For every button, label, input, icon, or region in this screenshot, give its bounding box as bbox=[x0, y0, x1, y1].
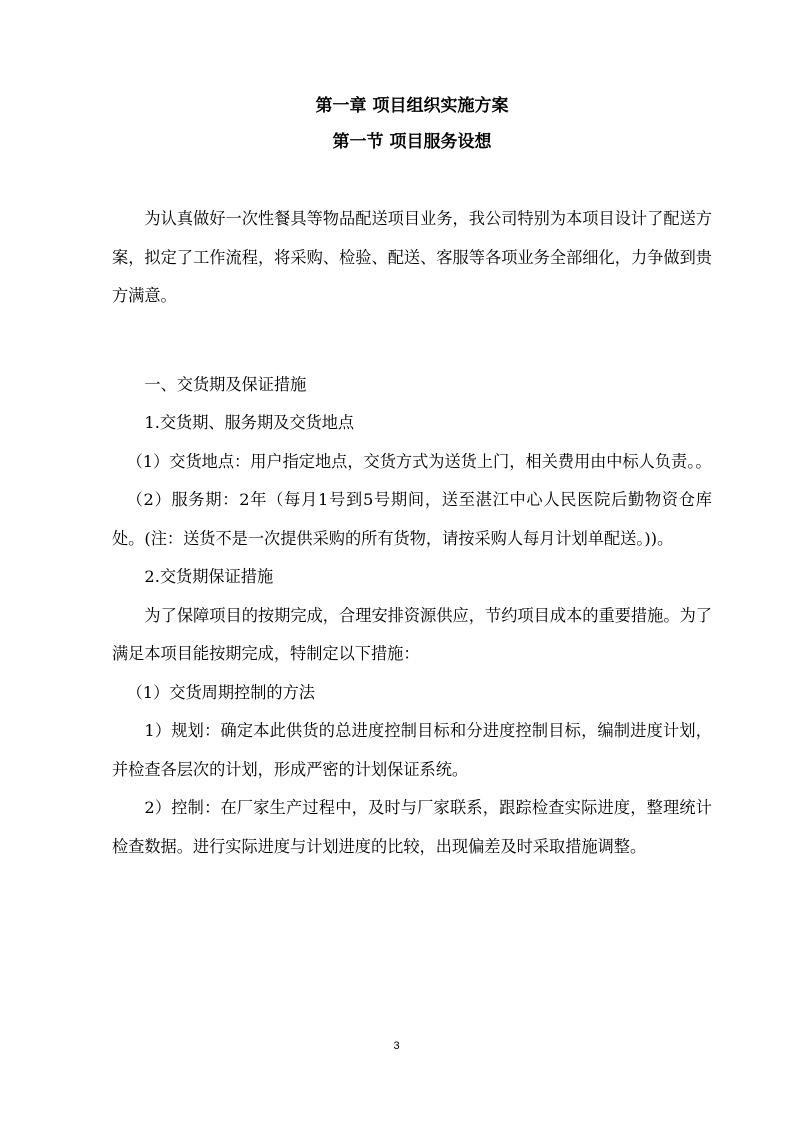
heading-delivery-measures: 一、交货期及保证措施 bbox=[144, 374, 307, 394]
page-content bbox=[112, 88, 712, 866]
intro-paragraph: 为认真做好一次性餐具等物品配送项目业务，我公司特别为本项目设计了配送方案，拟定了工作流程，将采购、检验、配送、客服等各项业务全部细化，力争做到贵方满意。 bbox=[112, 209, 712, 305]
paragraph-guarantee-intro: 为了保障项目的按期完成，合理安排资源供应，节约项目成本的重要措施。为了满足本项目能按期完成，特制定以下措施： bbox=[112, 605, 712, 663]
paragraph-planning: 1）规划：确定本此供货的总进度控制目标和分进度控制目标，编制进度计划，并检查各层次的计划，形成严密的计划保证系统。 bbox=[112, 721, 712, 779]
page-number: 3 bbox=[393, 1040, 400, 1052]
paragraph-delivery-location: （1）交货地点：用户指定地点，交货方式为送货上门，相关费用由中标人负责。。 bbox=[126, 451, 712, 471]
heading-delivery-period: 1.交货期、服务期及交货地点 bbox=[144, 413, 355, 432]
paragraph-service-period: （2）服务期：2年（每月1号到5号期间，送至湛江中心人民医院后勤物资仓库处。(注：送货不是一次提供采购的所有货物，请按采购人每月计划单配送。))。 bbox=[112, 490, 712, 548]
chapter-title: 第一章 项目组织实施方案 bbox=[315, 96, 509, 116]
heading-cycle-control: （1）交货周期控制的方法 bbox=[126, 682, 315, 702]
section-title: 第一节 项目服务设想 bbox=[332, 132, 492, 152]
heading-delivery-guarantee: 2.交货期保证措施 bbox=[144, 567, 274, 586]
paragraph-control: 2）控制：在厂家生产过程中，及时与厂家联系，跟踪检查实际进度，整理统计检查数据。进行实际进度与计划进度的比较，出现偏差及时采取措施调整。 bbox=[112, 798, 712, 856]
